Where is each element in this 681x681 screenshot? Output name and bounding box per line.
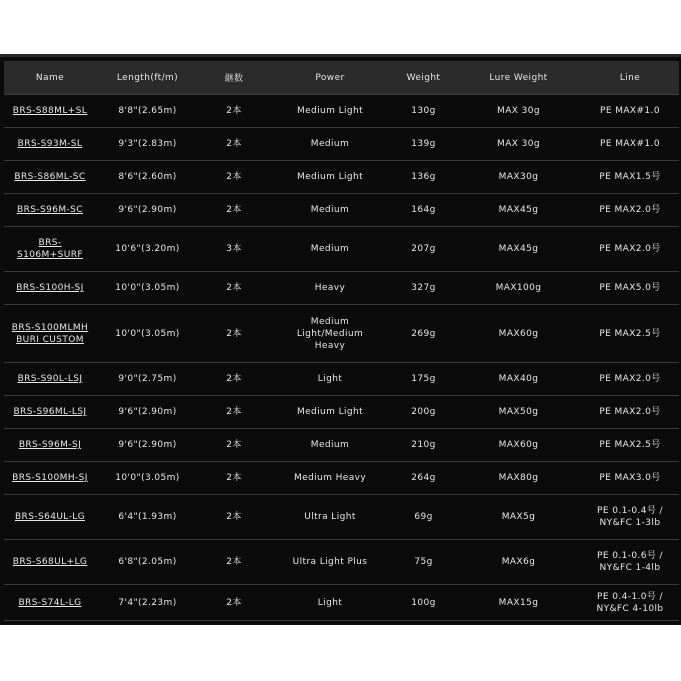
cell-weight: 69g bbox=[391, 495, 456, 540]
cell-power: Medium bbox=[269, 128, 391, 161]
cell-length: 10'0"(3.05m) bbox=[96, 305, 199, 363]
cell-line: PE MAX#1.0 bbox=[581, 128, 679, 161]
model-link[interactable]: BRS- S106M+SURF bbox=[17, 238, 83, 260]
cell-lure-weight: MAX50g bbox=[456, 396, 581, 429]
cell-weight: 207g bbox=[391, 227, 456, 272]
cell-name bbox=[4, 495, 96, 540]
spec-table bbox=[4, 61, 679, 621]
table-row bbox=[4, 363, 679, 396]
cell-pieces: 2本 bbox=[199, 396, 269, 429]
cell-weight: 130g bbox=[391, 95, 456, 128]
cell-weight: 175g bbox=[391, 363, 456, 396]
cell-line: PE 0.4-1.0号 / NY&FC 4-10lb bbox=[581, 585, 679, 621]
cell-power: Medium Light bbox=[269, 396, 391, 429]
cell-name bbox=[4, 585, 96, 621]
cell-power: Medium Light bbox=[269, 161, 391, 194]
table-row bbox=[4, 95, 679, 128]
cell-lure-weight: MAX30g bbox=[456, 161, 581, 194]
cell-name bbox=[4, 396, 96, 429]
cell-power: Medium bbox=[269, 227, 391, 272]
cell-power: Light bbox=[269, 585, 391, 621]
cell-power: Medium bbox=[269, 194, 391, 227]
cell-length: 7'4"(2.23m) bbox=[96, 585, 199, 621]
cell-line: PE MAX3.0号 bbox=[581, 462, 679, 495]
cell-weight: 264g bbox=[391, 462, 456, 495]
cell-length: 8'8"(2.65m) bbox=[96, 95, 199, 128]
cell-line: PE MAX2.5号 bbox=[581, 429, 679, 462]
table-row bbox=[4, 540, 679, 585]
model-link[interactable]: BRS-S68UL+LG bbox=[12, 557, 88, 567]
table-row bbox=[4, 429, 679, 462]
cell-lure-weight: MAX80g bbox=[456, 462, 581, 495]
cell-pieces: 2本 bbox=[199, 161, 269, 194]
header-row bbox=[4, 61, 679, 95]
cell-lure-weight: MAX5g bbox=[456, 495, 581, 540]
cell-power: Light bbox=[269, 363, 391, 396]
model-link[interactable]: BRS-S93M-SL bbox=[17, 139, 83, 149]
cell-name bbox=[4, 227, 96, 272]
model-link[interactable]: BRS-S88ML+SL bbox=[12, 106, 88, 116]
cell-lure-weight: MAX 30g bbox=[456, 128, 581, 161]
cell-name bbox=[4, 462, 96, 495]
cell-lure-weight: MAX 30g bbox=[456, 95, 581, 128]
cell-lure-weight: MAX45g bbox=[456, 194, 581, 227]
cell-weight: 75g bbox=[391, 540, 456, 585]
cell-pieces: 2本 bbox=[199, 429, 269, 462]
cell-weight: 100g bbox=[391, 585, 456, 621]
cell-weight: 139g bbox=[391, 128, 456, 161]
cell-weight: 136g bbox=[391, 161, 456, 194]
cell-name bbox=[4, 363, 96, 396]
cell-lure-weight: MAX15g bbox=[456, 585, 581, 621]
table-row bbox=[4, 305, 679, 363]
cell-power: Medium Light/Medium Heavy bbox=[269, 305, 391, 363]
cell-pieces: 3本 bbox=[199, 227, 269, 272]
cell-pieces: 2本 bbox=[199, 585, 269, 621]
table-row bbox=[4, 194, 679, 227]
cell-line: PE MAX1.5号 bbox=[581, 161, 679, 194]
table-row bbox=[4, 272, 679, 305]
cell-pieces: 2本 bbox=[199, 272, 269, 305]
cell-line: PE MAX5.0号 bbox=[581, 272, 679, 305]
model-link[interactable]: BRS-S96M-SJ bbox=[18, 440, 82, 450]
cell-pieces: 2本 bbox=[199, 95, 269, 128]
cell-lure-weight: MAX60g bbox=[456, 429, 581, 462]
spec-panel bbox=[0, 54, 681, 625]
cell-pieces: 2本 bbox=[199, 540, 269, 585]
cell-pieces: 2本 bbox=[199, 462, 269, 495]
cell-power: Medium bbox=[269, 429, 391, 462]
cell-name bbox=[4, 429, 96, 462]
cell-name bbox=[4, 540, 96, 585]
cell-name bbox=[4, 161, 96, 194]
model-link[interactable]: BRS-S74L-LG bbox=[18, 597, 82, 608]
cell-pieces: 2本 bbox=[199, 194, 269, 227]
cell-length: 10'6"(3.20m) bbox=[96, 227, 199, 272]
cell-pieces: 2本 bbox=[199, 495, 269, 540]
cell-pieces: 2本 bbox=[199, 305, 269, 363]
cell-power: Medium Heavy bbox=[269, 462, 391, 495]
header-name: Name bbox=[4, 61, 96, 95]
cell-line: PE MAX2.0号 bbox=[581, 363, 679, 396]
model-link[interactable]: BRS-S90L-LSJ bbox=[17, 374, 83, 384]
cell-weight: 269g bbox=[391, 305, 456, 363]
cell-length: 10'0"(3.05m) bbox=[96, 462, 199, 495]
cell-power: Medium Light bbox=[269, 95, 391, 128]
cell-power: Ultra Light Plus bbox=[269, 540, 391, 585]
cell-line: PE 0.1-0.6号 / NY&FC 1-4lb bbox=[581, 540, 679, 585]
cell-power: Ultra Light bbox=[269, 495, 391, 540]
model-link[interactable]: BRS-S100MH-SJ bbox=[12, 473, 88, 483]
cell-line: PE MAX2.0号 bbox=[581, 396, 679, 429]
cell-weight: 200g bbox=[391, 396, 456, 429]
table-row bbox=[4, 495, 679, 540]
cell-lure-weight: MAX100g bbox=[456, 272, 581, 305]
cell-lure-weight: MAX6g bbox=[456, 540, 581, 585]
table-row bbox=[4, 161, 679, 194]
model-link[interactable]: BRS-S86ML-SC bbox=[14, 172, 86, 182]
cell-length: 9'0"(2.75m) bbox=[96, 363, 199, 396]
cell-weight: 164g bbox=[391, 194, 456, 227]
header-line: Line bbox=[581, 61, 679, 95]
header-length: Length(ft/m) bbox=[96, 61, 199, 95]
table-body bbox=[4, 95, 679, 621]
cell-lure-weight: MAX45g bbox=[456, 227, 581, 272]
model-link[interactable]: BRS-S100H-SJ bbox=[16, 283, 84, 293]
cell-line: PE MAX#1.0 bbox=[581, 95, 679, 128]
table-row bbox=[4, 128, 679, 161]
cell-lure-weight: MAX60g bbox=[456, 305, 581, 363]
cell-line: PE 0.1-0.4号 / NY&FC 1-3lb bbox=[581, 495, 679, 540]
cell-line: PE MAX2.5号 bbox=[581, 305, 679, 363]
cell-name bbox=[4, 272, 96, 305]
cell-lure-weight: MAX40g bbox=[456, 363, 581, 396]
cell-name bbox=[4, 128, 96, 161]
cell-weight: 327g bbox=[391, 272, 456, 305]
header-power: Power bbox=[269, 61, 391, 95]
model-link[interactable]: BRS-S96ML-LSJ bbox=[13, 407, 87, 417]
cell-name bbox=[4, 305, 96, 363]
model-link[interactable]: BRS-S64UL-LG bbox=[14, 512, 86, 522]
cell-weight: 210g bbox=[391, 429, 456, 462]
header-lure-weight: Lure Weight bbox=[456, 61, 581, 95]
cell-name bbox=[4, 95, 96, 128]
header-pieces: 継数 bbox=[199, 61, 269, 95]
table-row bbox=[4, 227, 679, 272]
cell-length: 9'6"(2.90m) bbox=[96, 194, 199, 227]
cell-length: 6'8"(2.05m) bbox=[96, 540, 199, 585]
table-row bbox=[4, 396, 679, 429]
model-link[interactable]: BRS-S100MLMH BURI CUSTOM bbox=[11, 322, 89, 345]
cell-name bbox=[4, 194, 96, 227]
cell-length: 9'6"(2.90m) bbox=[96, 396, 199, 429]
cell-line: PE MAX2.0号 bbox=[581, 227, 679, 272]
cell-length: 9'6"(2.90m) bbox=[96, 429, 199, 462]
cell-length: 9'3"(2.83m) bbox=[96, 128, 199, 161]
table-row bbox=[4, 585, 679, 621]
table-row bbox=[4, 462, 679, 495]
model-link[interactable]: BRS-S96M-SC bbox=[17, 205, 83, 215]
cell-pieces: 2本 bbox=[199, 128, 269, 161]
cell-line: PE MAX2.0号 bbox=[581, 194, 679, 227]
cell-power: Heavy bbox=[269, 272, 391, 305]
cell-length: 6'4"(1.93m) bbox=[96, 495, 199, 540]
cell-length: 8'6"(2.60m) bbox=[96, 161, 199, 194]
cell-length: 10'0"(3.05m) bbox=[96, 272, 199, 305]
header-weight: Weight bbox=[391, 61, 456, 95]
cell-pieces: 2本 bbox=[199, 363, 269, 396]
